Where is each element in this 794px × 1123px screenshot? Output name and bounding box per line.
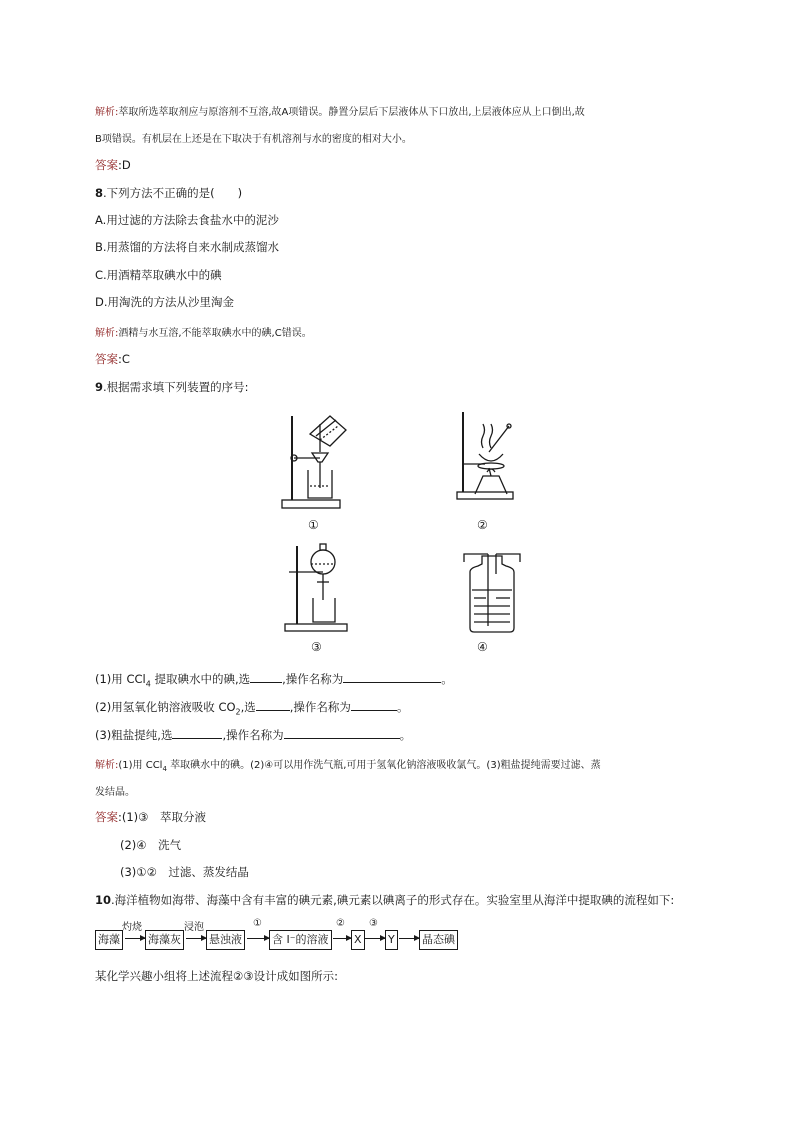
flow-label-step2: ②	[336, 918, 345, 929]
q8-option-a: A.用过滤的方法除去食盐水中的泥沙	[95, 213, 279, 227]
flow-box-seaweed-ash: 海藻灰	[145, 930, 184, 950]
q9-answer-2: (2)④ 洗气	[120, 838, 182, 852]
q8-option-b: B.用蒸馏的方法将自来水制成蒸馏水	[95, 240, 280, 254]
flow-arrow	[186, 938, 206, 939]
q10-stem: 10.海洋植物如海带、海藻中含有丰富的碘元素,碘元素以碘离子的形式存在。实验室里从海洋中提取碘的流程如下:	[95, 893, 675, 907]
filtration-apparatus-figure	[280, 408, 360, 512]
figure-label-1: ①	[308, 518, 319, 532]
flow-arrow	[125, 938, 145, 939]
q8-stem: 8.下列方法不正确的是( )	[95, 186, 243, 200]
q8-option-c: C.用酒精萃取碘水中的碘	[95, 268, 222, 282]
gas-washing-bottle-figure	[462, 550, 522, 634]
flow-label-soak: 浸泡	[184, 922, 204, 933]
q9-answer-3: (3)①② 过滤、蒸发结晶	[120, 865, 249, 879]
answer-blank[interactable]	[351, 699, 397, 711]
flow-box-suspension: 悬浊液	[206, 930, 245, 950]
q7-analysis-line2: B项错误。有机层在上还是在下取决于有机溶剂与水的密度的相对大小。	[95, 134, 412, 145]
q9-sub3: (3)粗盐提纯,选 ,操作名称为 。	[95, 728, 412, 742]
analysis-label: 解析:	[95, 107, 119, 118]
flow-box-seaweed: 海藻	[95, 930, 123, 950]
flow-arrow	[247, 938, 269, 939]
flow-box-y: Y	[385, 930, 398, 950]
flow-box-crystal-iodine: 晶态碘	[419, 930, 458, 950]
flow-arrow	[365, 938, 385, 939]
separatory-funnel-figure	[283, 538, 363, 636]
answer-blank[interactable]	[284, 727, 400, 739]
q9-analysis-line2: 发结晶。	[95, 787, 135, 798]
q9-stem: 9.根据需求填下列装置的序号:	[95, 380, 249, 394]
figure-label-4: ④	[477, 640, 488, 654]
answer-blank[interactable]	[343, 671, 441, 683]
q10-footer: 某化学兴趣小组将上述流程②③设计成如图所示:	[95, 969, 338, 983]
flow-arrow	[399, 938, 419, 939]
flow-arrow	[333, 938, 351, 939]
iodine-extraction-flowchart	[95, 918, 495, 952]
flow-label-burn: 灼烧	[122, 922, 142, 933]
flow-box-x: X	[351, 930, 365, 950]
flow-label-step3: ③	[369, 918, 378, 929]
answer-blank[interactable]	[256, 699, 290, 711]
q9-answer: 答案:(1)③ 萃取分液	[95, 810, 206, 824]
answer-blank[interactable]	[250, 671, 282, 683]
flow-box-iodide-solution: 含 I⁻的溶液	[269, 930, 332, 950]
answer-blank[interactable]	[172, 727, 222, 739]
evaporation-apparatus-figure	[453, 408, 523, 508]
q9-sub1: (1)用 CCl$_4$ 提取碘水中的碘,选 ,操作名称为 。	[95, 672, 453, 689]
q9-sub2: (2)用氢氧化钠溶液吸收 $CO_2$,选 ,操作名称为 。	[95, 700, 409, 717]
q8-option-d: D.用淘洗的方法从沙里淘金	[95, 295, 235, 309]
figure-label-2: ②	[477, 518, 488, 532]
figure-label-3: ③	[311, 640, 322, 654]
q8-analysis: 解析:酒精与水互溶,不能萃取碘水中的碘,C错误。	[95, 328, 312, 339]
q8-answer: 答案:C	[95, 352, 130, 366]
q7-answer: 答案:D	[95, 158, 131, 172]
q7-analysis-line1: 解析:萃取所选萃取剂应与原溶剂不互溶,故A项错误。静置分层后下层液体从下口放出,上层液体应从上口倒出,故	[95, 107, 585, 118]
flow-label-step1: ①	[253, 918, 262, 929]
q9-analysis-line1: 解析:(1)用 CCl$_4$ 萃取碘水中的碘。(2)④可以用作洗气瓶,可用于氢氧化钠溶液吸收氯气。(3)粗盐提纯需要过滤、蒸	[95, 760, 601, 773]
